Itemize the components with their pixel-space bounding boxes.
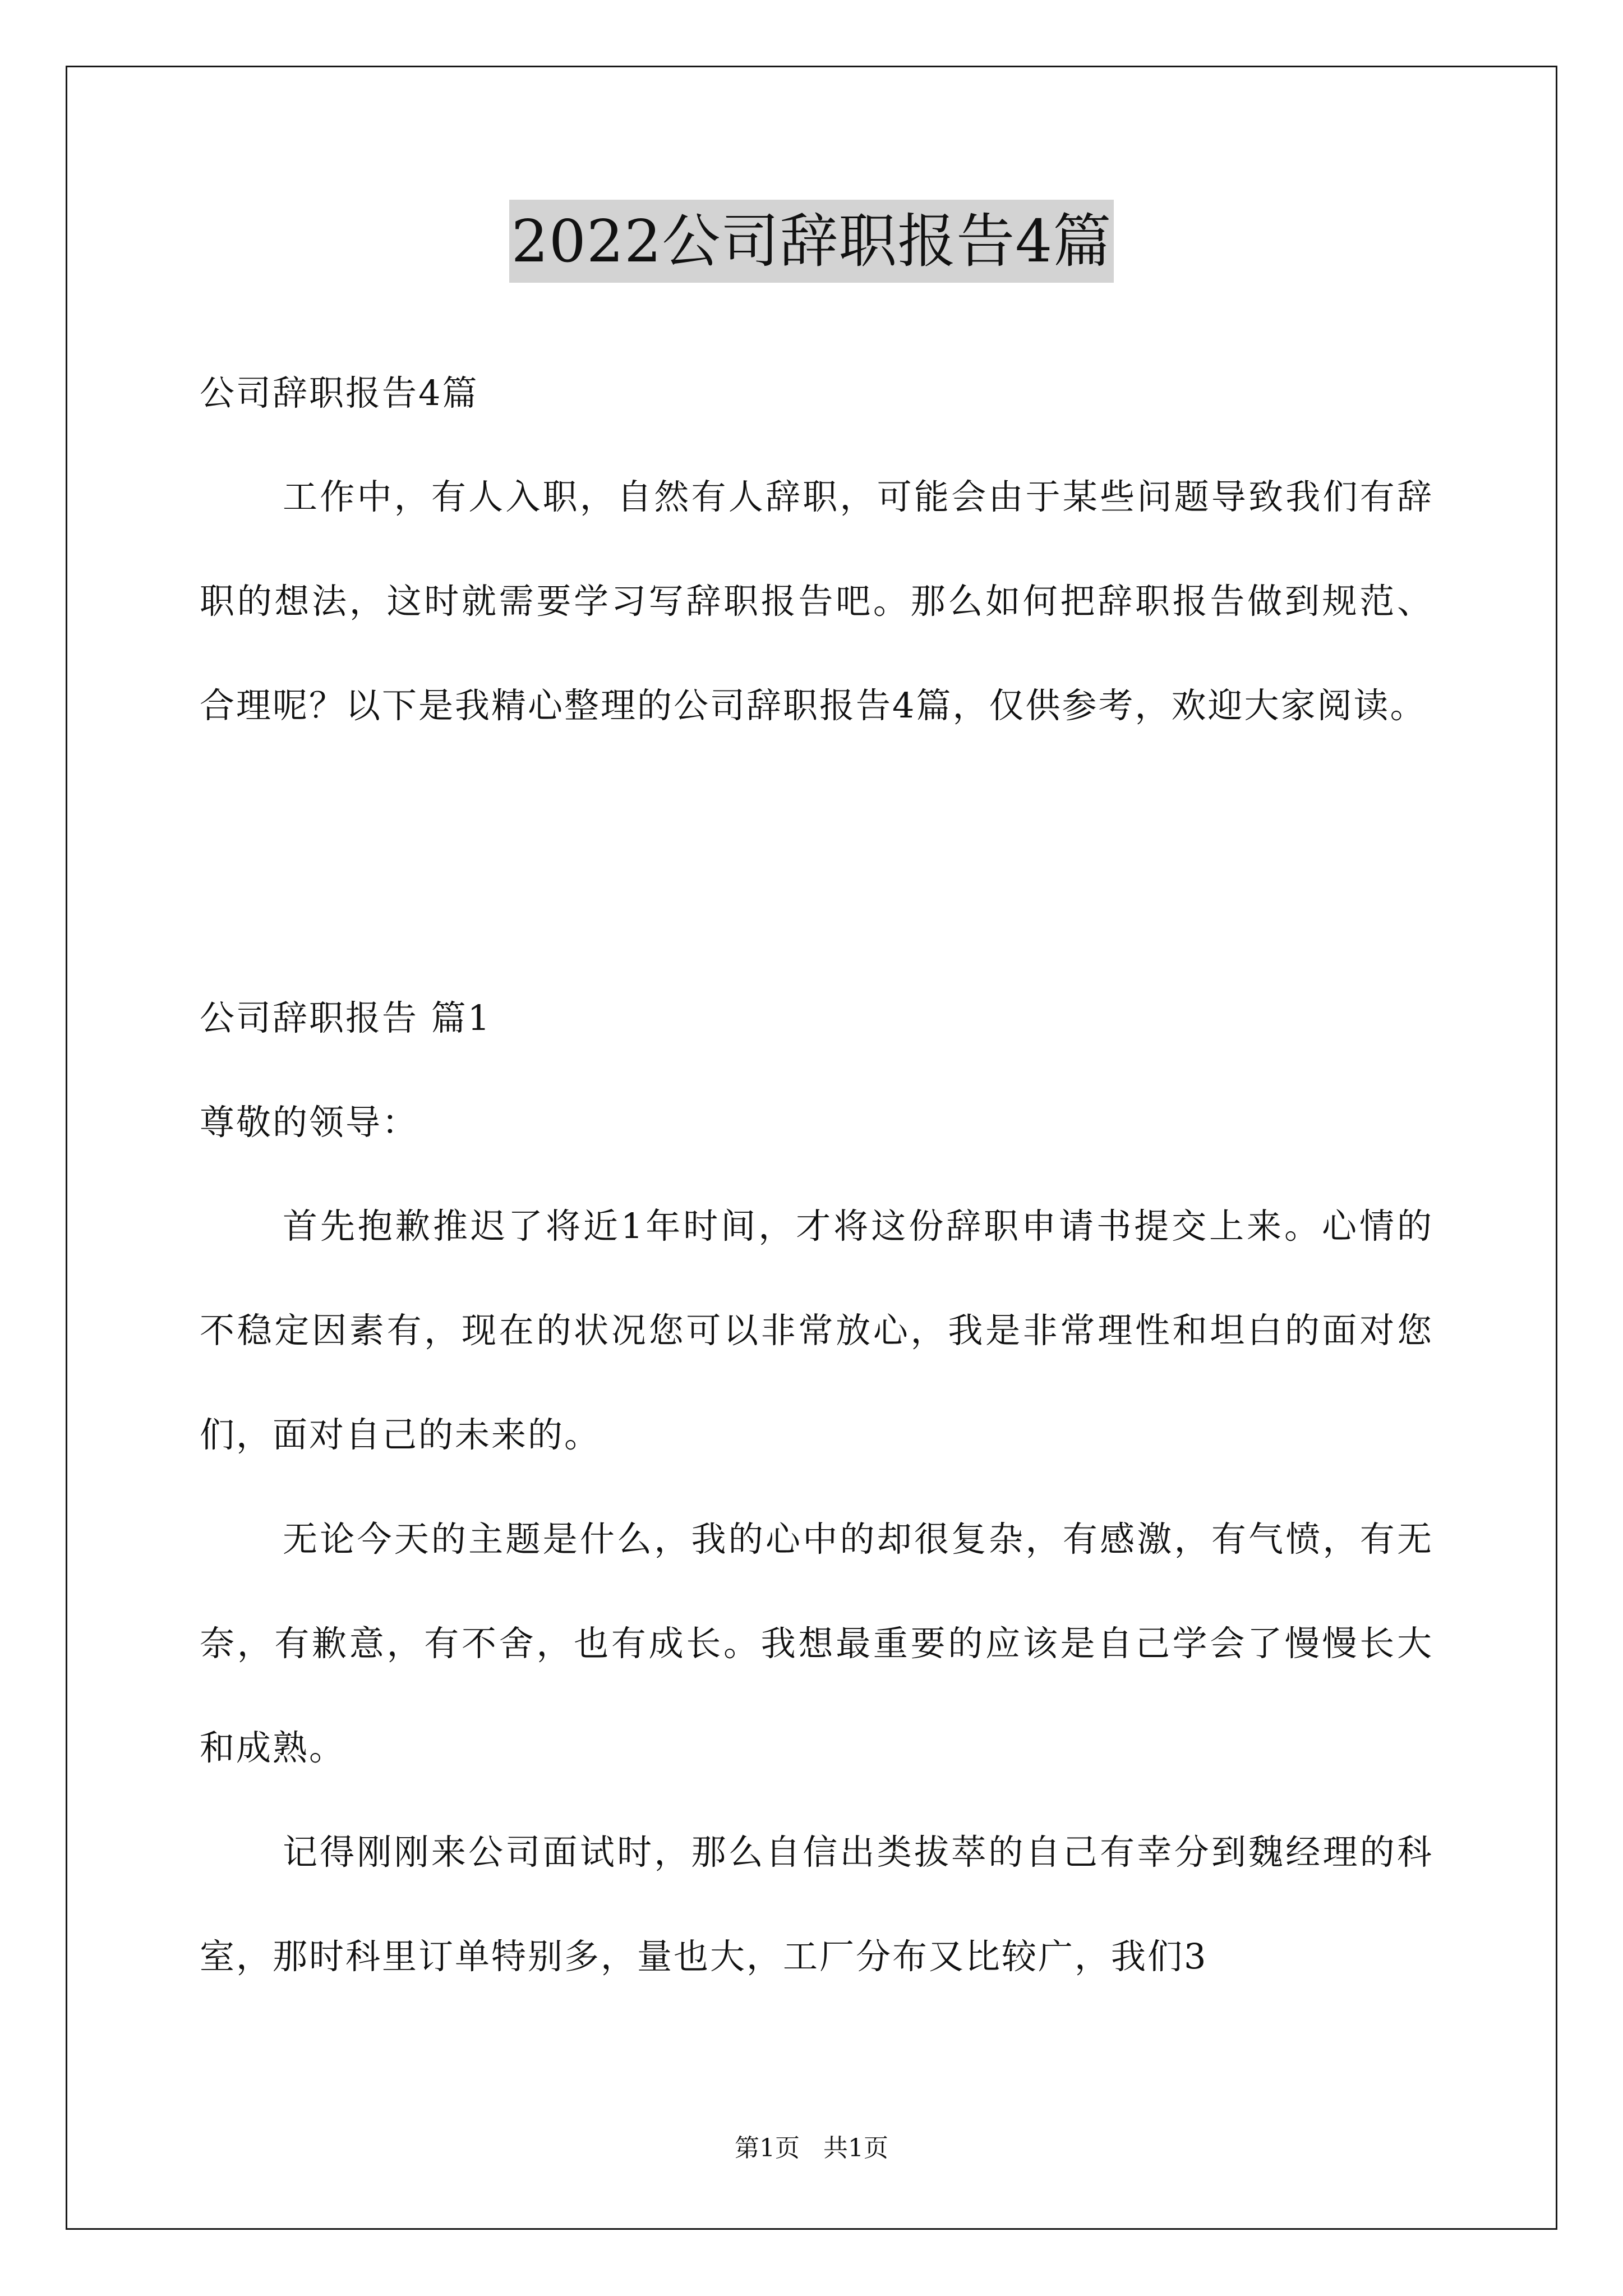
page-footer: 第1页 共1页 xyxy=(735,2134,888,2162)
section-heading: 公司辞职报告 篇1 xyxy=(200,997,492,1038)
body-paragraph-1: 首先抱歉推迟了将近1年时间，才将这份辞职申请书提交上来。心情的不稳定因素有，现在的状况您可以非常放心，我是非常理性和坦白的面对您们，面对自己的未来的。 xyxy=(200,1205,1433,1455)
body-paragraph-2: 无论今天的主题是什么，我的心中的却很复杂，有感激，有气愤，有无奈，有歉意，有不舍，也有成长。我想最重要的应该是自己学会了慢慢长大和成熟。 xyxy=(200,1519,1433,1768)
salutation: 尊敬的领导： xyxy=(200,1102,419,1143)
title-container xyxy=(0,200,1623,283)
intro-paragraph: 工作中，有人入职，自然有人辞职，可能会由于某些问题导致我们有辞职的想法，这时就需要学习写辞职报告吧。那么如何把辞职报告做到规范、合理呢？以下是我精心整理的公司辞职报告4篇，仅供参考，欢迎大家阅读。 xyxy=(200,476,1433,726)
document-title: 2022公司辞职报告4篇 xyxy=(509,200,1114,283)
body-paragraph-3: 记得刚刚来公司面试时，那么自信出类拔萃的自己有幸分到魏经理的科室，那时科里订单特别多，量也大，工厂分布又比较广，我们3 xyxy=(200,1832,1433,1977)
document-subtitle: 公司辞职报告4篇 xyxy=(200,372,479,413)
